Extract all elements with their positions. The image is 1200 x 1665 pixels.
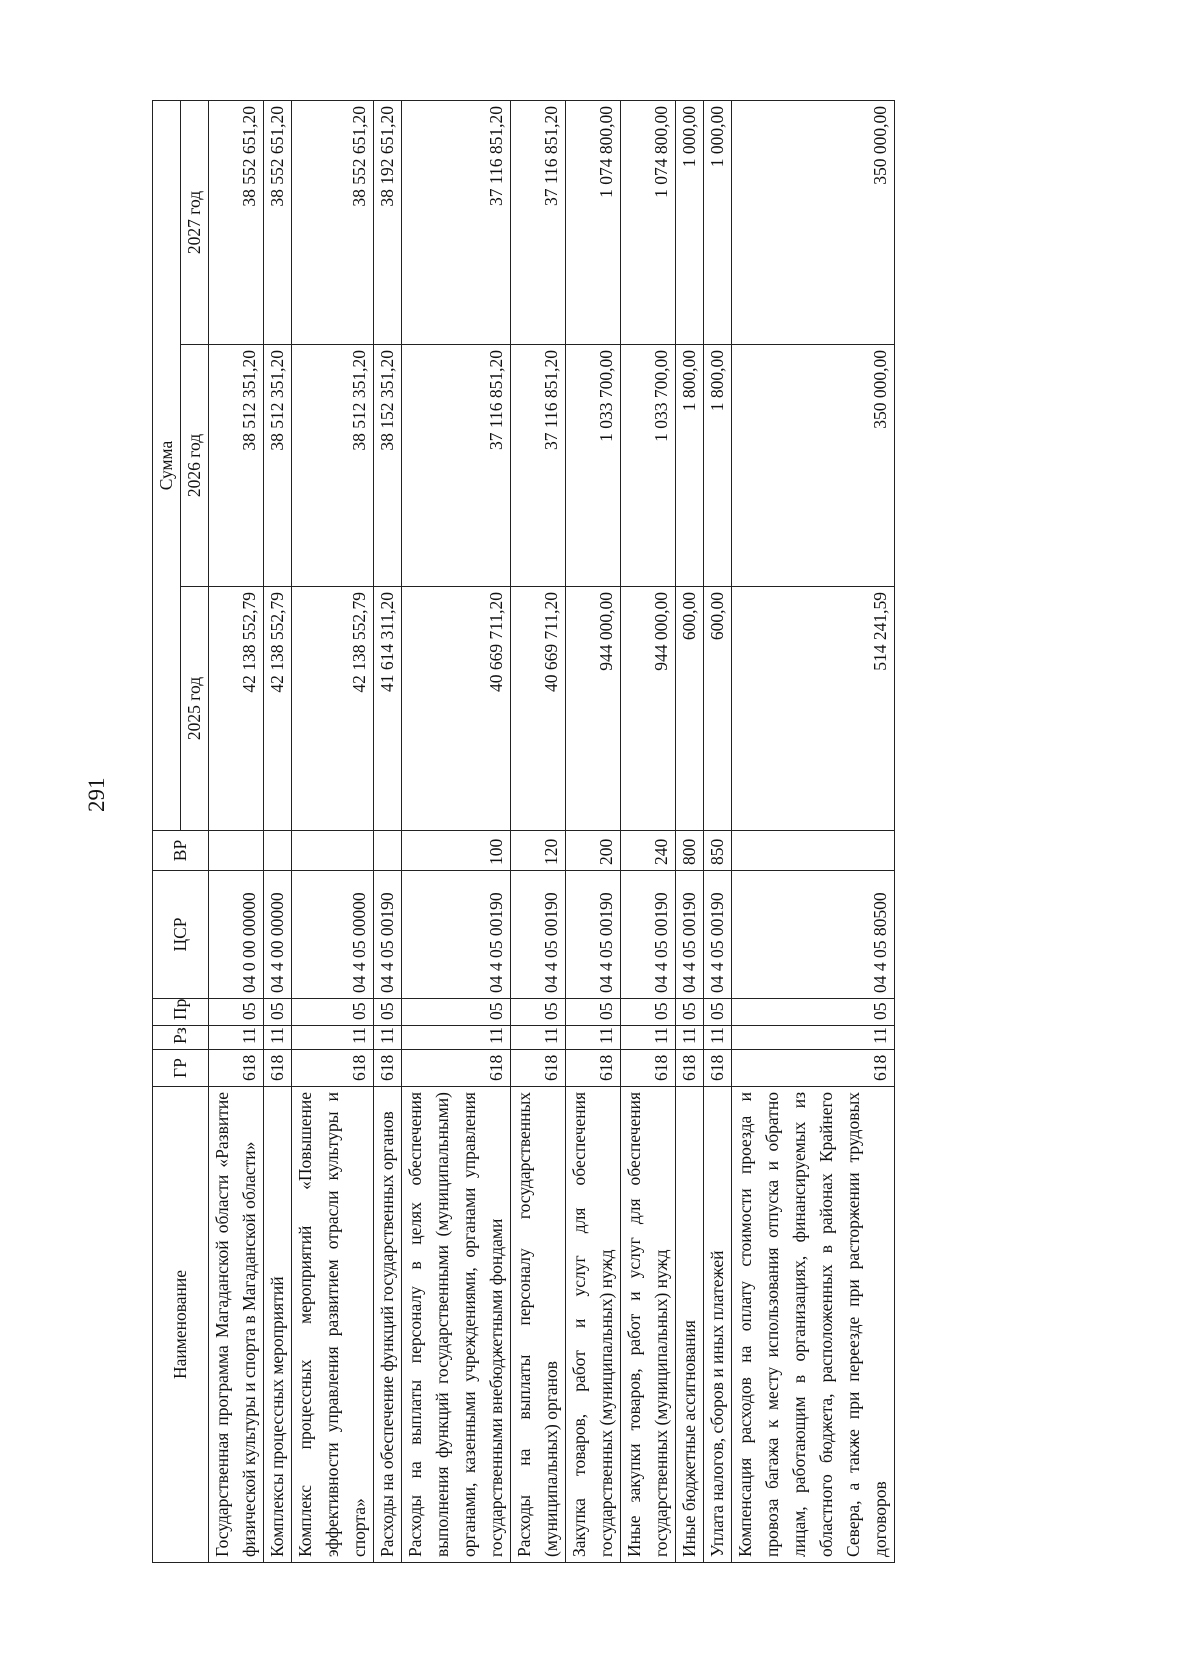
cell-pr: 05 xyxy=(402,999,511,1026)
cell-2027: 38 552 651,20 xyxy=(209,101,264,345)
table-row xyxy=(704,101,732,1563)
cell-rz: 11 xyxy=(704,1026,732,1050)
cell-name: Уплата налогов, сборов и иных платежей xyxy=(704,1087,732,1563)
cell-2026: 38 512 351,20 xyxy=(292,345,374,587)
cell-csr: 04 4 05 00190 xyxy=(402,871,511,999)
cell-2026: 1 800,00 xyxy=(676,345,704,587)
cell-2025: 40 669 711,20 xyxy=(511,587,566,831)
table-row xyxy=(292,101,374,1563)
cell-2026: 37 116 851,20 xyxy=(511,345,566,587)
cell-2027: 38 552 651,20 xyxy=(292,101,374,345)
cell-vr: 120 xyxy=(511,831,566,871)
table-row xyxy=(621,101,676,1563)
cell-csr: 04 4 00 00000 xyxy=(264,871,292,999)
table-header xyxy=(153,101,209,1563)
cell-name: Закупка товаров, работ и услуг для обеспечения государственных (муниципальных) нужд xyxy=(566,1087,621,1563)
cell-rz: 11 xyxy=(374,1026,402,1050)
cell-csr: 04 4 05 00190 xyxy=(511,871,566,999)
cell-2025: 944 000,00 xyxy=(566,587,621,831)
cell-2026: 1 033 700,00 xyxy=(621,345,676,587)
table-row xyxy=(402,101,511,1563)
cell-2025: 944 000,00 xyxy=(621,587,676,831)
cell-2025: 41 614 311,20 xyxy=(374,587,402,831)
cell-2025: 514 241,59 xyxy=(732,587,895,831)
cell-rz: 11 xyxy=(209,1026,264,1050)
cell-2026: 38 512 351,20 xyxy=(264,345,292,587)
cell-2027: 37 116 851,20 xyxy=(511,101,566,345)
cell-name: Расходы на выплаты персоналу в целях обеспечения выполнения функций государственными (муниципальными) органами, казенными учреждениями, органами управления государственными внебюджетными фондами xyxy=(402,1087,511,1563)
cell-pr: 05 xyxy=(732,999,895,1026)
table-row xyxy=(209,101,264,1563)
cell-rz: 11 xyxy=(676,1026,704,1050)
rotated-table-wrapper xyxy=(152,101,1002,1563)
cell-name: Расходы на обеспечение функций государственных органов xyxy=(374,1087,402,1563)
cell-vr: 800 xyxy=(676,831,704,871)
cell-csr: 04 4 05 00190 xyxy=(374,871,402,999)
cell-pr: 05 xyxy=(511,999,566,1026)
cell-2025: 40 669 711,20 xyxy=(402,587,511,831)
cell-vr: 200 xyxy=(566,831,621,871)
cell-vr xyxy=(264,831,292,871)
cell-rz: 11 xyxy=(621,1026,676,1050)
cell-csr: 04 4 05 00190 xyxy=(704,871,732,999)
header-csr: ЦСР xyxy=(153,871,209,999)
table-row xyxy=(374,101,402,1563)
cell-vr xyxy=(292,831,374,871)
cell-gr: 618 xyxy=(402,1050,511,1087)
cell-gr: 618 xyxy=(292,1050,374,1087)
table-row xyxy=(264,101,292,1563)
cell-rz: 11 xyxy=(732,1026,895,1050)
header-vr: ВР xyxy=(153,831,209,871)
header-2027: 2027 год xyxy=(181,101,209,345)
header-gr: ГР xyxy=(153,1050,209,1087)
cell-2027: 350 000,00 xyxy=(732,101,895,345)
cell-pr: 05 xyxy=(704,999,732,1026)
cell-gr: 618 xyxy=(732,1050,895,1087)
cell-vr: 100 xyxy=(402,831,511,871)
cell-2026: 38 512 351,20 xyxy=(209,345,264,587)
cell-2026: 1 800,00 xyxy=(704,345,732,587)
cell-2025: 600,00 xyxy=(676,587,704,831)
cell-csr: 04 4 05 00190 xyxy=(566,871,621,999)
table-row xyxy=(511,101,566,1563)
cell-2026: 1 033 700,00 xyxy=(566,345,621,587)
cell-2027: 38 192 651,20 xyxy=(374,101,402,345)
cell-rz: 11 xyxy=(264,1026,292,1050)
cell-name: Государственная программа Магаданской области «Развитие физической культуры и спорта в Магаданской области» xyxy=(209,1087,264,1563)
cell-rz: 11 xyxy=(292,1026,374,1050)
cell-rz: 11 xyxy=(566,1026,621,1050)
cell-csr: 04 0 00 00000 xyxy=(209,871,264,999)
cell-pr: 05 xyxy=(374,999,402,1026)
cell-vr xyxy=(209,831,264,871)
cell-2027: 1 074 800,00 xyxy=(566,101,621,345)
page-number: 291 xyxy=(84,777,109,812)
budget-table xyxy=(152,100,895,1563)
header-sum: Сумма xyxy=(153,101,181,831)
cell-rz: 11 xyxy=(511,1026,566,1050)
cell-name: Расходы на выплаты персоналу государственных (муниципальных) органов xyxy=(511,1087,566,1563)
table-body xyxy=(209,101,895,1563)
cell-gr: 618 xyxy=(704,1050,732,1087)
cell-csr: 04 4 05 80500 xyxy=(732,871,895,999)
cell-name: Комплекс процессных мероприятий «Повышение эффективности управления развитием отрасли культуры и спорта» xyxy=(292,1087,374,1563)
cell-pr: 05 xyxy=(676,999,704,1026)
cell-gr: 618 xyxy=(511,1050,566,1087)
cell-pr: 05 xyxy=(209,999,264,1026)
cell-gr: 618 xyxy=(209,1050,264,1087)
cell-gr: 618 xyxy=(566,1050,621,1087)
cell-pr: 05 xyxy=(566,999,621,1026)
header-rz: Рз xyxy=(153,1026,209,1050)
cell-rz: 11 xyxy=(402,1026,511,1050)
cell-name: Иные бюджетные ассигнования xyxy=(676,1087,704,1563)
cell-vr: 850 xyxy=(704,831,732,871)
cell-vr: 240 xyxy=(621,831,676,871)
table-row xyxy=(732,101,895,1563)
cell-2027: 1 074 800,00 xyxy=(621,101,676,345)
cell-vr xyxy=(374,831,402,871)
cell-pr: 05 xyxy=(264,999,292,1026)
cell-pr: 05 xyxy=(292,999,374,1026)
cell-2027: 37 116 851,20 xyxy=(402,101,511,345)
table-row xyxy=(676,101,704,1563)
cell-vr xyxy=(732,831,895,871)
cell-csr: 04 4 05 00190 xyxy=(621,871,676,999)
header-name: Наименование xyxy=(153,1087,209,1563)
cell-name: Компенсация расходов на оплату стоимости проезда и провоза багажа к месту использования отпуска и обратно лицам, работающим в организациях, финансируемых из областного бюджета, расположенных в районах Крайнего Севера, а также при переезде при расторжении трудовых договоров xyxy=(732,1087,895,1563)
cell-2027: 1 000,00 xyxy=(704,101,732,345)
header-2025: 2025 год xyxy=(181,587,209,831)
cell-gr: 618 xyxy=(264,1050,292,1087)
header-pr: Пр xyxy=(153,999,209,1026)
cell-gr: 618 xyxy=(621,1050,676,1087)
cell-2025: 42 138 552,79 xyxy=(209,587,264,831)
cell-gr: 618 xyxy=(374,1050,402,1087)
cell-2027: 1 000,00 xyxy=(676,101,704,345)
cell-csr: 04 4 05 00190 xyxy=(676,871,704,999)
cell-2025: 42 138 552,79 xyxy=(292,587,374,831)
cell-gr: 618 xyxy=(676,1050,704,1087)
header-2026: 2026 год xyxy=(181,345,209,587)
cell-csr: 04 4 05 00000 xyxy=(292,871,374,999)
table-row xyxy=(566,101,621,1563)
cell-pr: 05 xyxy=(621,999,676,1026)
cell-2026: 350 000,00 xyxy=(732,345,895,587)
cell-name: Иные закупки товаров, работ и услуг для обеспечения государственных (муниципальных) нужд xyxy=(621,1087,676,1563)
cell-2026: 37 116 851,20 xyxy=(402,345,511,587)
cell-2025: 42 138 552,79 xyxy=(264,587,292,831)
cell-2025: 600,00 xyxy=(704,587,732,831)
cell-2027: 38 552 651,20 xyxy=(264,101,292,345)
cell-name: Комплексы процессных мероприятий xyxy=(264,1087,292,1563)
cell-2026: 38 152 351,20 xyxy=(374,345,402,587)
